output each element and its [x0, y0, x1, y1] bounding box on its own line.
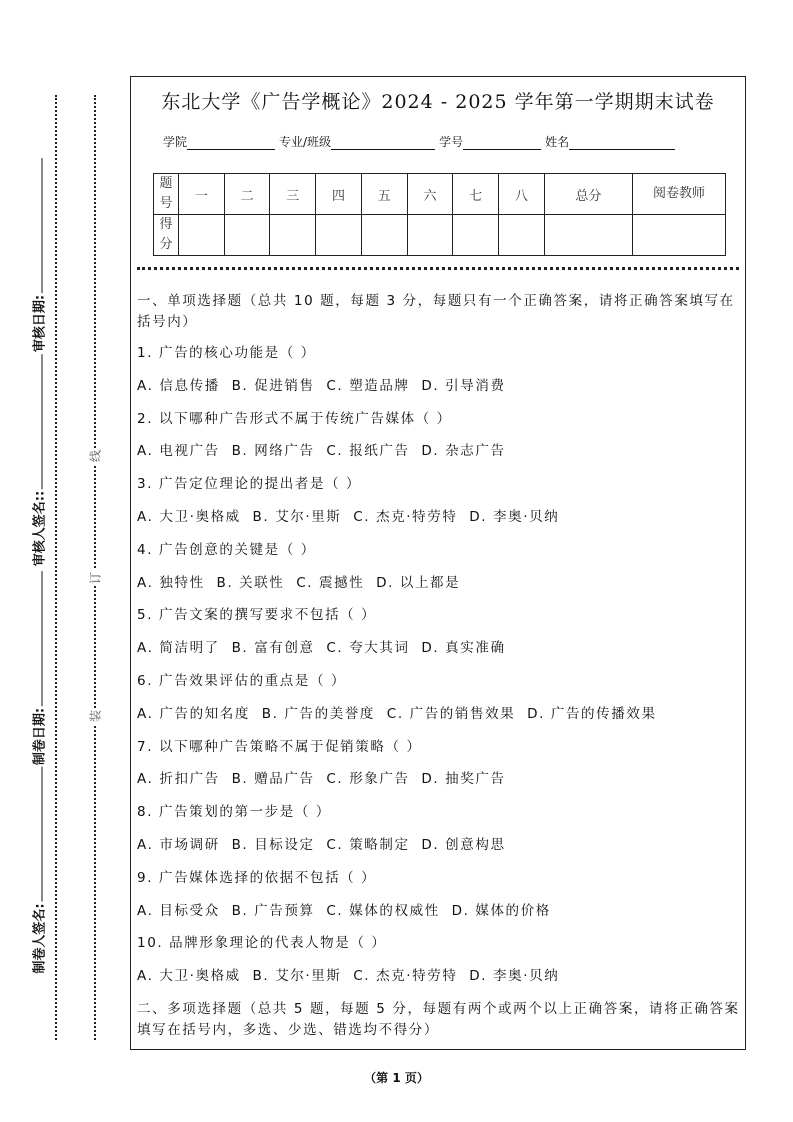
score-cell[interactable] — [224, 215, 270, 256]
score-label: 得分 — [154, 215, 179, 256]
binding-mark-ding: 订 — [88, 571, 103, 585]
column-header: 五 — [361, 174, 407, 215]
question-options: A. 目标受众 B. 广告预算 C. 媒体的权威性 D. 媒体的价格 — [137, 902, 551, 919]
separator-dotted-line — [137, 267, 739, 270]
score-cell[interactable] — [499, 215, 545, 256]
question-text: 3. 广告定位理论的提出者是（ ） — [137, 476, 362, 493]
score-table-score-row — [154, 215, 726, 256]
column-header: 二 — [224, 174, 270, 215]
question-list — [137, 343, 741, 999]
question-text: 10. 品牌形象理论的代表人物是（ ） — [137, 935, 387, 952]
question-text: 1. 广告的核心功能是（ ） — [137, 345, 316, 361]
compiler-signature-line — [34, 766, 43, 901]
question-options: A. 电视广告 B. 网络广告 C. 报纸广告 D. 杂志广告 — [137, 443, 506, 460]
question-options: A. 大卫·奥格威 B. 艾尔·里斯 C. 杰克·特劳特 D. 李奥·贝纳 — [137, 968, 560, 985]
question-options: A. 独特性 B. 关联性 C. 震撼性 D. 以上都是 — [137, 574, 461, 591]
question-text: 6. 广告效果评估的重点是（ ） — [137, 672, 347, 689]
score-cell[interactable] — [453, 215, 499, 256]
major-class-input[interactable] — [331, 137, 435, 150]
question-options: A. 市场调研 B. 目标设定 C. 策略制定 D. 创意构思 — [137, 836, 506, 853]
question-options: A. 信息传播 B. 促进销售 C. 塑造品牌 D. 引导消费 — [137, 377, 506, 394]
question-text: 9. 广告媒体选择的依据不包括（ ） — [137, 869, 377, 886]
score-cell[interactable] — [407, 215, 453, 256]
student-id-label: 学号 — [439, 135, 464, 149]
compile-date-label: 制卷日期: — [32, 707, 48, 766]
college-label: 学院 — [163, 135, 188, 149]
compile-date-line — [34, 571, 43, 706]
review-date-field[interactable] — [29, 158, 48, 352]
page-number: （第 1 页） — [364, 1071, 429, 1085]
score-table — [153, 173, 726, 256]
question-options: A. 大卫·奥格威 B. 艾尔·里斯 C. 杰克·特劳特 D. 李奥·贝纳 — [137, 508, 560, 525]
column-header-total: 总分 — [544, 174, 632, 215]
question-text: 8. 广告策划的第一步是（ ） — [137, 804, 331, 821]
total-score-cell[interactable] — [544, 215, 632, 256]
review-date-line — [34, 158, 43, 293]
compiler-signature-field[interactable] — [29, 766, 48, 973]
page-title: 东北大学《广告学概论》2024 - 2025 学年第一学期期末试卷 — [161, 91, 715, 113]
compile-date-field[interactable] — [29, 571, 48, 765]
exam-page-frame — [130, 76, 746, 1050]
college-input[interactable] — [187, 137, 275, 150]
binding-mark-zhuang: 装 — [88, 709, 103, 723]
exam-body — [137, 291, 741, 1051]
column-header-grader: 阅卷教师 — [633, 174, 726, 215]
question-options: A. 折扣广告 B. 赠品广告 C. 形象广告 D. 抽奖广告 — [137, 771, 506, 788]
section1-heading: 一、单项选择题（总共 10 题，每题 3 分，每题只有一个正确答案，请将正确答案填写在括号内） — [137, 293, 735, 330]
student-info-row — [163, 133, 679, 150]
score-cell[interactable] — [179, 215, 225, 256]
binding-mark-xian: 线 — [88, 449, 103, 463]
binding-dotted-line-inner — [94, 95, 96, 1040]
column-header: 八 — [499, 174, 545, 215]
column-header: 七 — [453, 174, 499, 215]
question-options: A. 简洁明了 B. 富有创意 C. 夸大其词 D. 真实准确 — [137, 640, 506, 657]
student-id-input[interactable] — [463, 137, 541, 150]
compiler-signature-label: 制卷人签名: — [32, 903, 48, 974]
score-cell[interactable] — [316, 215, 362, 256]
column-header: 一 — [179, 174, 225, 215]
score-table-header-row — [154, 174, 726, 215]
column-header: 三 — [270, 174, 316, 215]
binding-dotted-line-outer — [55, 95, 57, 1040]
question-text: 2. 以下哪种广告形式不属于传统广告媒体（ ） — [137, 410, 452, 427]
name-label: 姓名 — [545, 135, 570, 149]
review-date-label: 审核日期: — [32, 294, 48, 353]
question-number-label: 题号 — [154, 174, 179, 215]
major-class-label: 专业/班级 — [279, 135, 332, 149]
column-header: 六 — [407, 174, 453, 215]
score-cell[interactable] — [361, 215, 407, 256]
question-options: A. 广告的知名度 B. 广告的美誉度 C. 广告的销售效果 D. 广告的传播效果 — [137, 705, 657, 722]
question-text: 5. 广告文案的撰写要求不包括（ ） — [137, 607, 377, 624]
reviewer-signature-field[interactable] — [29, 354, 48, 566]
question-text: 7. 以下哪种广告策略不属于促销策略（ ） — [137, 738, 422, 755]
section2-heading: 二、多项选择题（总共 5 题，每题 5 分，每题有两个或两个以上正确答案，请将正确答案填写在括号内，多选、少选、错选均不得分） — [137, 1000, 740, 1038]
name-input[interactable] — [569, 137, 675, 150]
score-cell[interactable] — [270, 215, 316, 256]
reviewer-signature-line — [34, 354, 43, 489]
question-text: 4. 广告创意的关键是（ ） — [137, 541, 316, 558]
column-header: 四 — [316, 174, 362, 215]
grader-cell[interactable] — [633, 215, 726, 256]
reviewer-signature-label: 审核人签名:: — [32, 490, 48, 567]
